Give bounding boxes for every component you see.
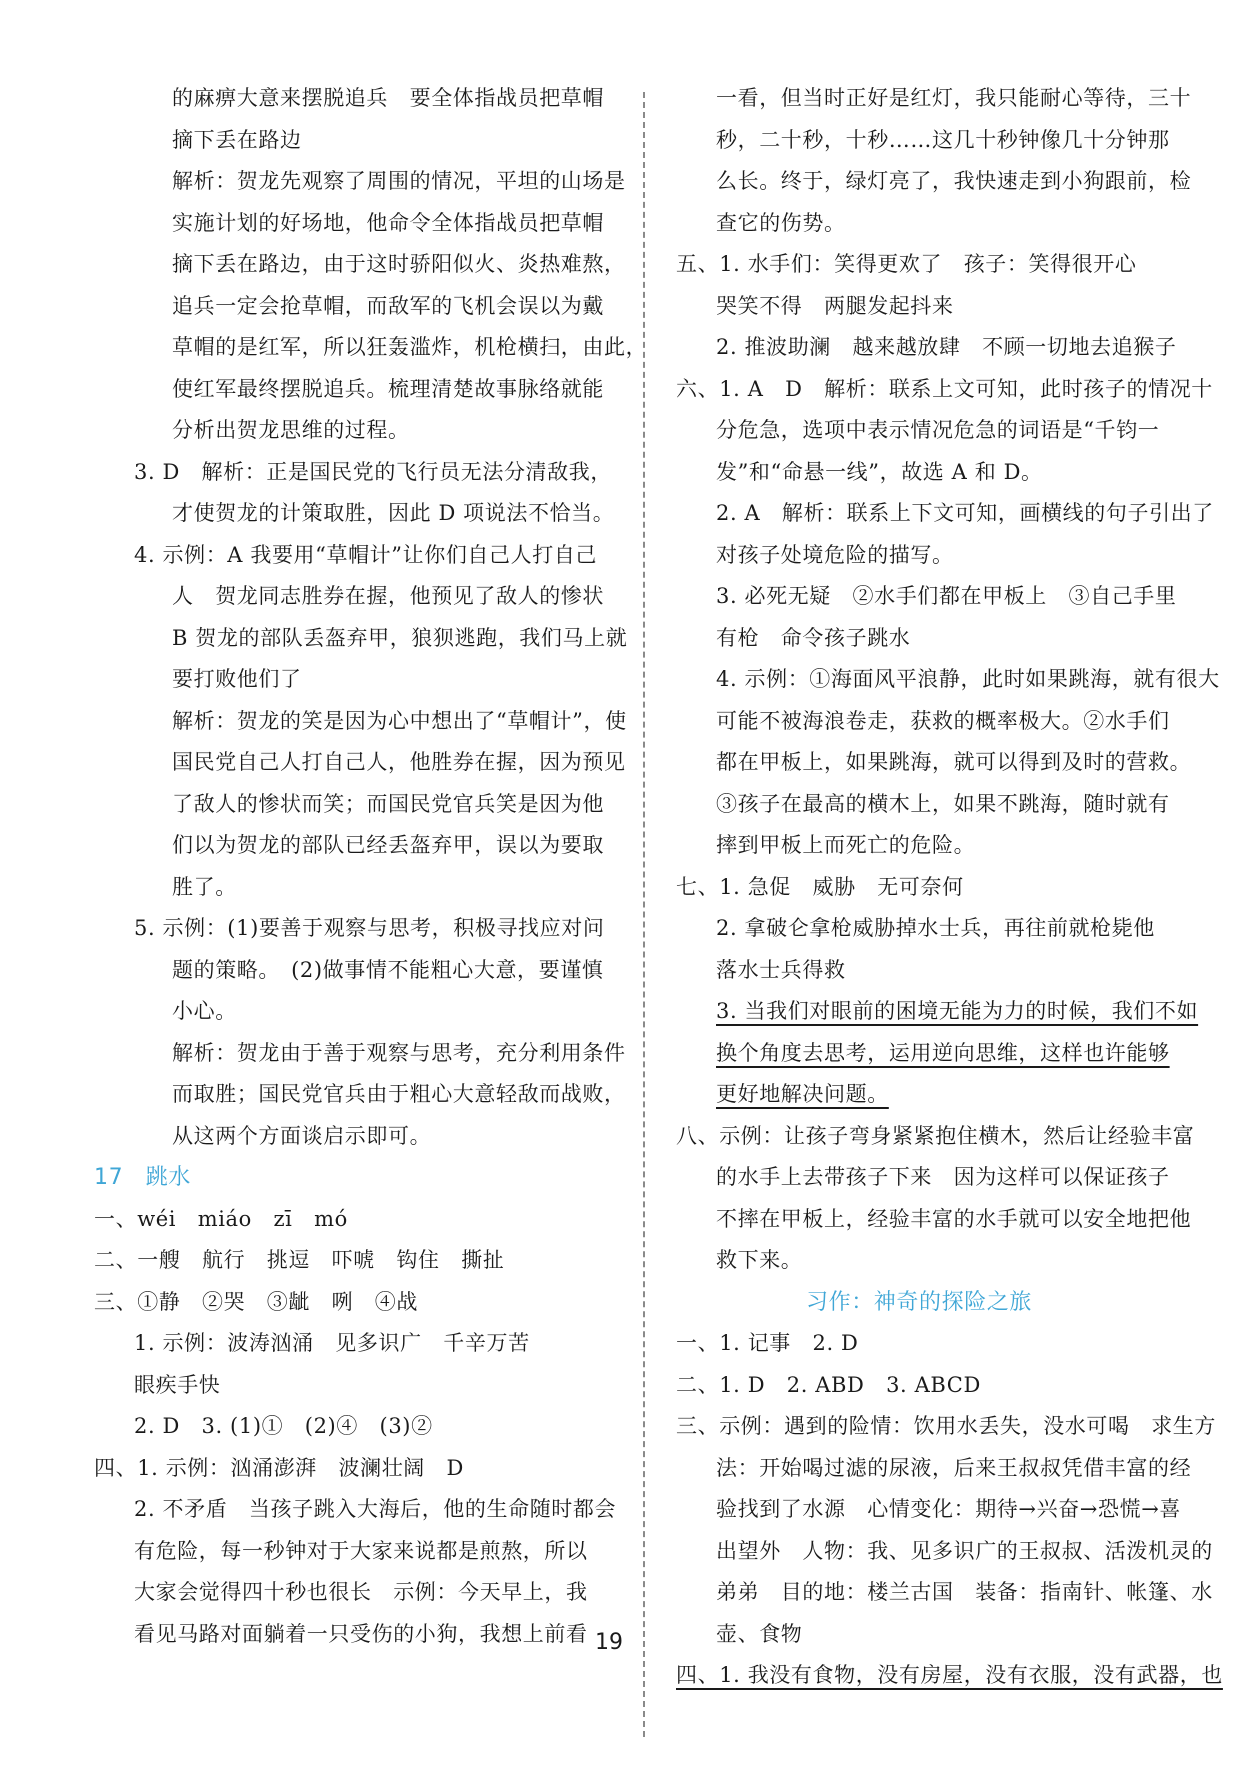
text-line: 3. 当我们对眼前的困境无能为力的时候，我们不如 bbox=[716, 999, 1199, 1023]
text-line: 国民党自己人打自己人，他胜券在握，因为预见 bbox=[172, 750, 626, 774]
text-line: 实施计划的好场地，他命令全体指战员把草帽 bbox=[172, 210, 604, 235]
text-line: 分危急，选项中表示情况危急的词语是“千钧一 bbox=[716, 418, 1160, 442]
text-line: 四、1. 示例：汹涌澎湃 波澜壮阔 D bbox=[94, 1455, 464, 1480]
text-line: 们以为贺龙的部队已经丢盔弃甲，误以为要取 bbox=[172, 833, 604, 857]
text-line: 4. 示例：①海面风平浪静，此时如果跳海，就有很大 bbox=[716, 667, 1220, 691]
text-line: 四、1. 我没有食物，没有房屋，没有衣服，没有武器，也 bbox=[676, 1663, 1223, 1687]
text-line: 可能不被海浪卷走，获救的概率极大。②水手们 bbox=[716, 708, 1170, 733]
text-line: 解析：贺龙由于善于观察与思考，充分利用条件 bbox=[172, 1040, 626, 1065]
left-column bbox=[94, 78, 648, 1655]
text-line: 人 贺龙同志胜券在握，他预见了敌人的惨状 bbox=[172, 584, 604, 608]
text-line: 解析：贺龙先观察了周围的情况，平坦的山场是 bbox=[172, 169, 626, 193]
text-line: 才使贺龙的计策取胜，因此 D 项说法不恰当。 bbox=[172, 501, 615, 525]
text-line: 六、1. A D 解析：联系上文可知，此时孩子的情况十 bbox=[676, 376, 1213, 401]
right-column bbox=[676, 78, 1223, 1697]
text-line: 大家会觉得四十秒也很长 示例：今天早上，我 bbox=[134, 1580, 588, 1604]
text-line: 2. 不矛盾 当孩子跳入大海后，他的生命随时都会 bbox=[134, 1497, 617, 1521]
text-line: 2. D 3. (1)① (2)④ (3)② bbox=[134, 1414, 433, 1438]
text-line: 胜了。 bbox=[172, 874, 237, 899]
text-line: 看见马路对面躺着一只受伤的小狗，我想上前看 bbox=[134, 1621, 588, 1646]
text-line: 更好地解决问题。 bbox=[716, 1082, 889, 1106]
text-line: 题的策略。 (2)做事情不能粗心大意，要谨慎 bbox=[172, 957, 604, 982]
text-line: 3. D 解析：正是国民党的飞行员无法分清敌我， bbox=[134, 459, 612, 484]
text-line: 2. 拿破仑拿枪威胁掉水士兵，再往前就枪毙他 bbox=[716, 916, 1155, 940]
text-line: 对孩子处境危险的描写。 bbox=[716, 542, 954, 567]
text-line: 小心。 bbox=[172, 999, 237, 1023]
text-line: 验找到了水源 心情变化：期待→兴奋→恐慌→喜 bbox=[716, 1497, 1181, 1521]
text-line: 七、1. 急促 威胁 无可奈何 bbox=[676, 874, 964, 899]
text-line: 3. 必死无疑 ②水手们都在甲板上 ③自己手里 bbox=[716, 584, 1177, 608]
text-line: 了敌人的惨状而笑；而国民党官兵笑是因为他 bbox=[172, 791, 604, 816]
text-line: 草帽的是红军，所以狂轰滥炸，机枪横扫，由此， bbox=[172, 335, 648, 359]
text-line: 五、1. 水手们：笑得更欢了 孩子：笑得很开心 bbox=[676, 252, 1137, 276]
text-line: 眼疾手快 bbox=[134, 1372, 221, 1397]
text-line: 5. 示例：(1)要善于观察与思考，积极寻找应对问 bbox=[134, 916, 605, 940]
page-number: 19 bbox=[595, 1630, 623, 1655]
text-line: 有危险，每一秒钟对于大家来说都是煎熬，所以 bbox=[134, 1538, 588, 1563]
text-line: 三、①静 ②哭 ③龇 咧 ④战 bbox=[94, 1289, 418, 1314]
text-line: 分析出贺龙思维的过程。 bbox=[172, 418, 410, 442]
text-line: 4. 示例：A 我要用“草帽计”让你们自己人打自己 bbox=[134, 542, 598, 567]
text-line: 三、示例：遇到的险情：饮用水丢失，没水可喝 求生方 bbox=[676, 1414, 1216, 1438]
text-line: 2. A 解析：联系上下文可知，画横线的句子引出了 bbox=[716, 501, 1214, 525]
section-heading: 17 跳水 bbox=[94, 1165, 191, 1190]
text-line: 摘下丢在路边 bbox=[172, 127, 302, 152]
text-line: 二、1. D 2. ABD 3. ABCD bbox=[676, 1372, 981, 1397]
text-line: 解析：贺龙的笑是因为心中想出了“草帽计”，使 bbox=[172, 708, 627, 733]
text-line: 一、wéi miáo zī mó bbox=[94, 1206, 348, 1231]
text-line: 么长。终于，绿灯亮了，我快速走到小狗跟前，检 bbox=[716, 169, 1192, 193]
text-line: 秒，二十秒，十秒……这几十秒钟像几十分钟那 bbox=[716, 127, 1170, 152]
text-line: 1. 示例：波涛汹涌 见多识广 千辛万苦 bbox=[134, 1331, 530, 1355]
section-heading: 习作：神奇的探险之旅 bbox=[806, 1289, 1033, 1315]
text-line: 的水手上去带孩子下来 因为这样可以保证孩子 bbox=[716, 1165, 1170, 1189]
text-line: 救下来。 bbox=[716, 1248, 803, 1272]
text-line: 法：开始喝过滤的尿液，后来王叔叔凭借丰富的经 bbox=[716, 1455, 1192, 1480]
text-line: 二、一艘 航行 挑逗 吓唬 钩住 撕扯 bbox=[94, 1248, 505, 1272]
text-line: ③孩子在最高的横木上，如果不跳海，随时就有 bbox=[716, 791, 1170, 816]
text-line: 有枪 命令孩子跳水 bbox=[716, 625, 911, 650]
text-line: 的麻痹大意来摆脱追兵 要全体指战员把草帽 bbox=[172, 86, 604, 110]
text-line: 要打败他们了 bbox=[172, 667, 302, 691]
text-line: 一、1. 记事 2. D bbox=[676, 1331, 859, 1355]
text-line: 都在甲板上，如果跳海，就可以得到及时的营救。 bbox=[716, 750, 1192, 774]
text-line: 摔到甲板上而死亡的危险。 bbox=[716, 833, 976, 857]
text-line: 八、示例：让孩子弯身紧紧抱住横木，然后让经验丰富 bbox=[676, 1123, 1195, 1148]
text-line: 追兵一定会抢草帽，而敌军的飞机会误以为戴 bbox=[172, 293, 604, 318]
text-line: 从这两个方面谈启示即可。 bbox=[172, 1123, 432, 1148]
text-line: 壶、食物 bbox=[716, 1621, 803, 1646]
text-line: 出望外 人物：我、见多识广的王叔叔、活泼机灵的 bbox=[716, 1538, 1213, 1563]
text-line: 摘下丢在路边，由于这时骄阳似火、炎热难熬， bbox=[172, 252, 626, 276]
text-line: 不摔在甲板上，经验丰富的水手就可以安全地把他 bbox=[716, 1206, 1192, 1231]
text-line: 换个角度去思考，运用逆向思维，这样也许能够 bbox=[716, 1040, 1170, 1065]
text-line: 2. 推波助澜 越来越放肆 不顾一切地去追猴子 bbox=[716, 335, 1177, 359]
text-line: 弟弟 目的地：楼兰古国 装备：指南针、帐篷、水 bbox=[716, 1580, 1213, 1604]
text-line: 发”和“命悬一线”，故选 A 和 D。 bbox=[716, 459, 1043, 484]
text-line: 哭笑不得 两腿发起抖来 bbox=[716, 293, 954, 318]
text-line: B 贺龙的部队丢盔弃甲，狼狈逃跑，我们马上就 bbox=[172, 625, 628, 650]
column-divider bbox=[643, 92, 645, 1737]
text-line: 使红军最终摆脱追兵。梳理清楚故事脉络就能 bbox=[172, 376, 604, 401]
text-line: 一看，但当时正好是红灯，我只能耐心等待，三十 bbox=[716, 86, 1192, 110]
text-line: 落水士兵得救 bbox=[716, 957, 846, 982]
text-line: 查它的伤势。 bbox=[716, 210, 846, 235]
text-line: 而取胜；国民党官兵由于粗心大意轻敌而战败， bbox=[172, 1082, 626, 1106]
